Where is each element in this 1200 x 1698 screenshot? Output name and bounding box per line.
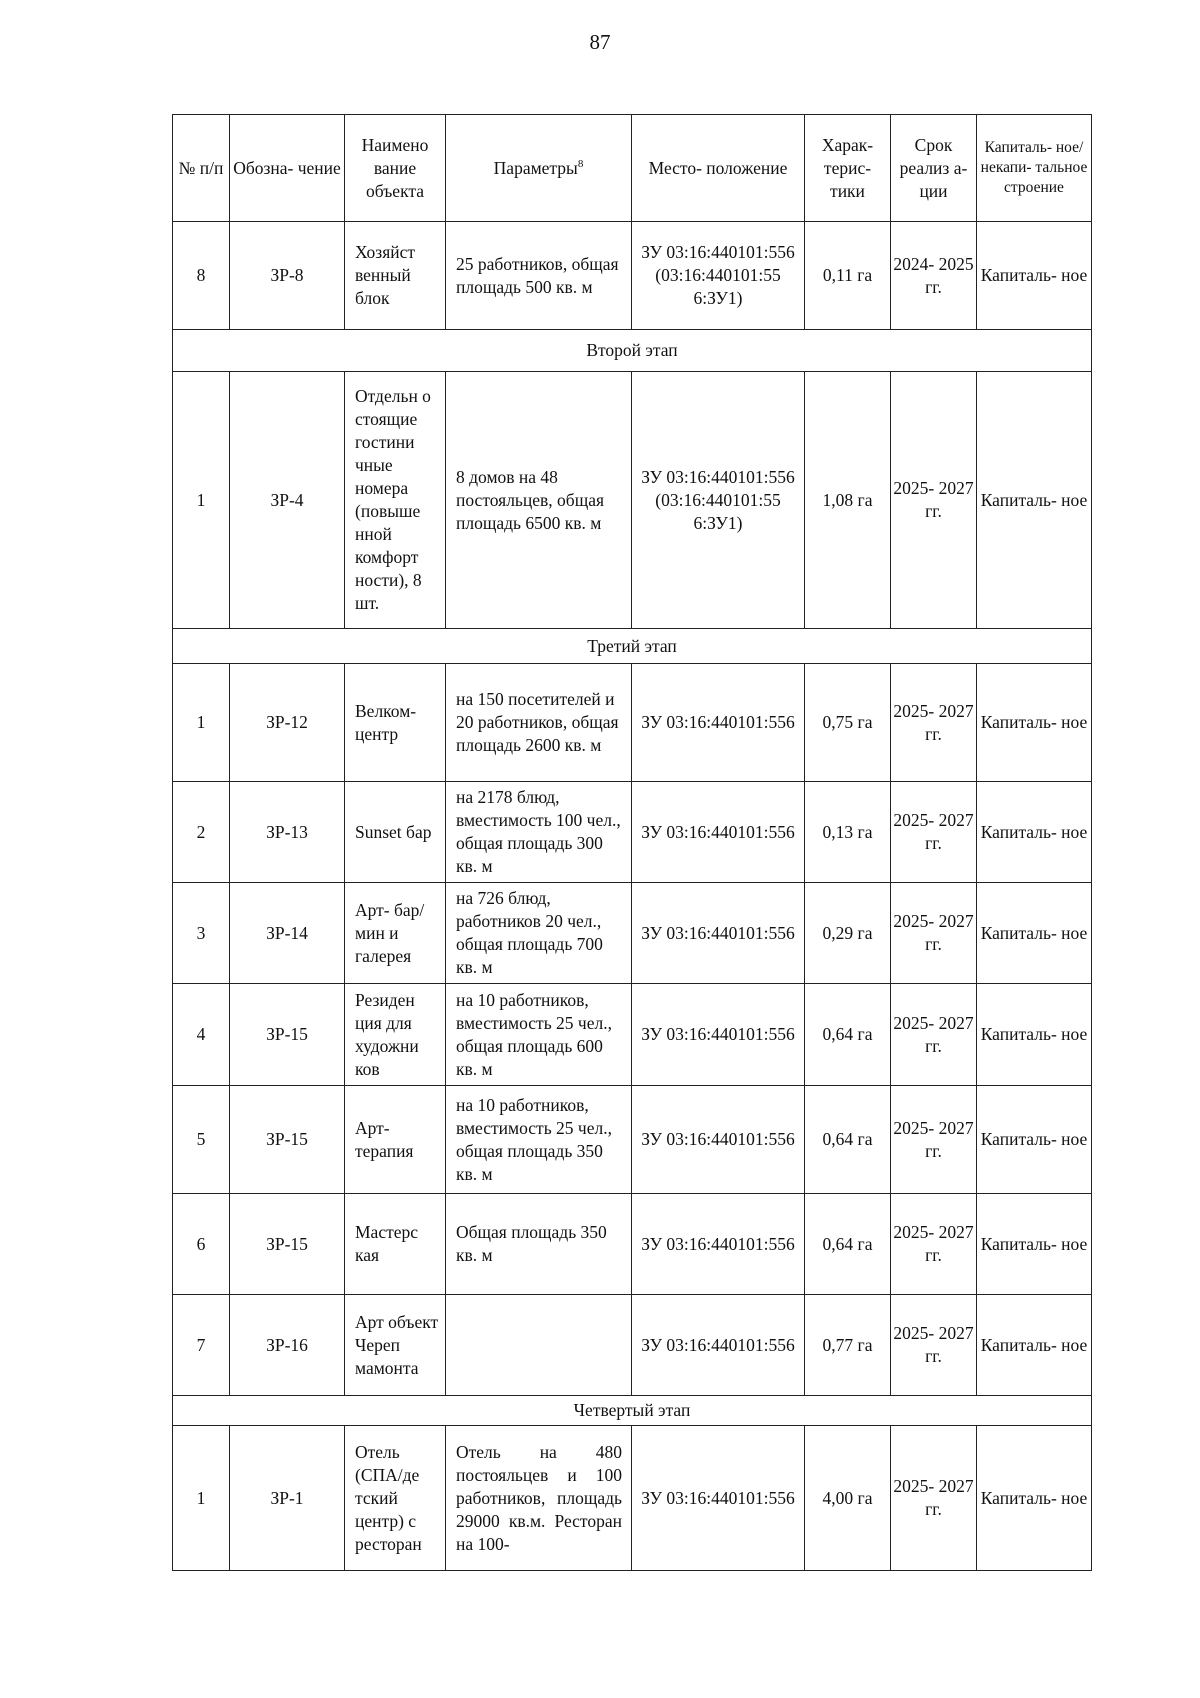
row-term: 2025- 2027 гг. — [891, 1295, 977, 1396]
stage-row — [173, 330, 1092, 372]
row-term: 2025- 2027 гг. — [891, 664, 977, 782]
row-characteristics: 0,64 га — [805, 984, 891, 1086]
row-designation: ЗР-12 — [230, 664, 345, 782]
row-location: ЗУ 03:16:440101:556 — [632, 664, 805, 782]
table-row — [173, 1086, 1092, 1194]
header-num: № п/п — [173, 115, 230, 222]
row-designation: ЗР-13 — [230, 782, 345, 883]
row-params — [446, 1295, 632, 1396]
row-characteristics: 0,64 га — [805, 1086, 891, 1194]
page-number: 87 — [589, 30, 611, 54]
row-term: 2024- 2025 гг. — [891, 222, 977, 330]
stage-row — [173, 1396, 1092, 1426]
row-capital: Капиталь- ное — [977, 1426, 1092, 1571]
row-location: ЗУ 03:16:440101:556 — [632, 984, 805, 1086]
row-location: ЗУ 03:16:440101:556 — [632, 1426, 805, 1571]
row-location: ЗУ 03:16:440101:556 (03:16:440101:55 6:ЗУ1) — [632, 372, 805, 629]
row-num: 1 — [173, 372, 230, 629]
row-params: на 726 блюд, работников 20 чел., общая площадь 700 кв. м — [446, 883, 632, 984]
row-designation: ЗР-8 — [230, 222, 345, 330]
row-term: 2025- 2027 гг. — [891, 1086, 977, 1194]
row-designation: ЗР-4 — [230, 372, 345, 629]
table-row — [173, 984, 1092, 1086]
row-capital: Капиталь- ное — [977, 782, 1092, 883]
footnote-ref: 8 — [577, 157, 584, 170]
row-params: на 10 работников, вместимость 25 чел., общая площадь 600 кв. м — [446, 984, 632, 1086]
header-designation: Обозна- чение — [230, 115, 345, 222]
row-characteristics: 0,77 га — [805, 1295, 891, 1396]
stage-title: Четвертый этап — [173, 1396, 1092, 1426]
row-num: 2 — [173, 782, 230, 883]
row-params: на 10 работников, вместимость 25 чел., общая площадь 350 кв. м — [446, 1086, 632, 1194]
row-designation: ЗР-15 — [230, 984, 345, 1086]
row-capital: Капиталь- ное — [977, 1295, 1092, 1396]
header-params — [446, 115, 632, 222]
row-term: 2025- 2027 гг. — [891, 782, 977, 883]
row-capital: Капиталь- ное — [977, 883, 1092, 984]
row-name: Велком- центр — [345, 664, 446, 782]
header-params-label: Параметры — [493, 157, 578, 178]
row-term: 2025- 2027 гг. — [891, 1194, 977, 1295]
row-params: 25 работников, общая площадь 500 кв. м — [446, 222, 632, 330]
row-term: 2025- 2027 гг. — [891, 984, 977, 1086]
row-params: Отель на 480 постояльцев и 100 работников, площадь 29000 кв.м. Ресторан на 100- — [446, 1426, 632, 1571]
row-capital: Капиталь- ное — [977, 664, 1092, 782]
row-term: 2025- 2027 гг. — [891, 372, 977, 629]
header-location: Место- положение — [632, 115, 805, 222]
row-num: 5 — [173, 1086, 230, 1194]
row-name: Резиден ция для художни ков — [345, 984, 446, 1086]
row-location: ЗУ 03:16:440101:556 — [632, 1295, 805, 1396]
row-characteristics: 0,75 га — [805, 664, 891, 782]
row-num: 1 — [173, 664, 230, 782]
row-characteristics: 1,08 га — [805, 372, 891, 629]
row-designation: ЗР-16 — [230, 1295, 345, 1396]
stage-title: Второй этап — [173, 330, 1092, 372]
table-header-row — [173, 115, 1092, 222]
row-capital: Капиталь- ное — [977, 1086, 1092, 1194]
row-capital: Капиталь- ное — [977, 372, 1092, 629]
table-row — [173, 1426, 1092, 1571]
row-location: ЗУ 03:16:440101:556 — [632, 1086, 805, 1194]
stage-row — [173, 629, 1092, 664]
row-characteristics: 4,00 га — [805, 1426, 891, 1571]
header-name: Наимено вание объекта — [345, 115, 446, 222]
row-name: Sunset бар — [345, 782, 446, 883]
stage-title: Третий этап — [173, 629, 1092, 664]
row-name: Арт- терапия — [345, 1086, 446, 1194]
row-name: Отдельн о стоящие гостини чные номера (повыше нной комфорт ности), 8 шт. — [345, 372, 446, 629]
header-term: Срок реализ а-ции — [891, 115, 977, 222]
row-num: 7 — [173, 1295, 230, 1396]
row-term: 2025- 2027 гг. — [891, 1426, 977, 1571]
row-designation: ЗР-1 — [230, 1426, 345, 1571]
row-name: Арт- бар/мин и галерея — [345, 883, 446, 984]
table-row — [173, 883, 1092, 984]
header-capital: Капиталь- ное/ некапи- тальное строение — [977, 115, 1092, 222]
row-designation: ЗР-15 — [230, 1194, 345, 1295]
row-params: Общая площадь 350 кв. м — [446, 1194, 632, 1295]
row-num: 8 — [173, 222, 230, 330]
row-capital: Капиталь- ное — [977, 984, 1092, 1086]
row-num: 4 — [173, 984, 230, 1086]
row-num: 3 — [173, 883, 230, 984]
table-row — [173, 1194, 1092, 1295]
table-row — [173, 1295, 1092, 1396]
table-row — [173, 222, 1092, 330]
row-name: Хозяйст венный блок — [345, 222, 446, 330]
row-location: ЗУ 03:16:440101:556 (03:16:440101:55 6:ЗУ1) — [632, 222, 805, 330]
objects-table — [172, 114, 1092, 1571]
row-location: ЗУ 03:16:440101:556 — [632, 1194, 805, 1295]
row-location: ЗУ 03:16:440101:556 — [632, 782, 805, 883]
row-params: 8 домов на 48 постояльцев, общая площадь 6500 кв. м — [446, 372, 632, 629]
table-row — [173, 664, 1092, 782]
row-params: на 150 посетителей и 20 работников, общая площадь 2600 кв. м — [446, 664, 632, 782]
row-designation: ЗР-15 — [230, 1086, 345, 1194]
header-characteristics: Харак- терис- тики — [805, 115, 891, 222]
row-capital: Капиталь- ное — [977, 1194, 1092, 1295]
row-term: 2025- 2027 гг. — [891, 883, 977, 984]
table-row — [173, 782, 1092, 883]
table-row — [173, 372, 1092, 629]
row-characteristics: 0,11 га — [805, 222, 891, 330]
row-characteristics: 0,29 га — [805, 883, 891, 984]
row-capital: Капиталь- ное — [977, 222, 1092, 330]
row-name: Отель (СПА/де тский центр) с ресторан — [345, 1426, 446, 1571]
row-characteristics: 0,13 га — [805, 782, 891, 883]
row-designation: ЗР-14 — [230, 883, 345, 984]
row-params: на 2178 блюд, вместимость 100 чел., общая площадь 300 кв. м — [446, 782, 632, 883]
row-name: Мастерс кая — [345, 1194, 446, 1295]
row-characteristics: 0,64 га — [805, 1194, 891, 1295]
row-num: 1 — [173, 1426, 230, 1571]
row-num: 6 — [173, 1194, 230, 1295]
row-name: Арт объект Череп мамонта — [345, 1295, 446, 1396]
row-location: ЗУ 03:16:440101:556 — [632, 883, 805, 984]
